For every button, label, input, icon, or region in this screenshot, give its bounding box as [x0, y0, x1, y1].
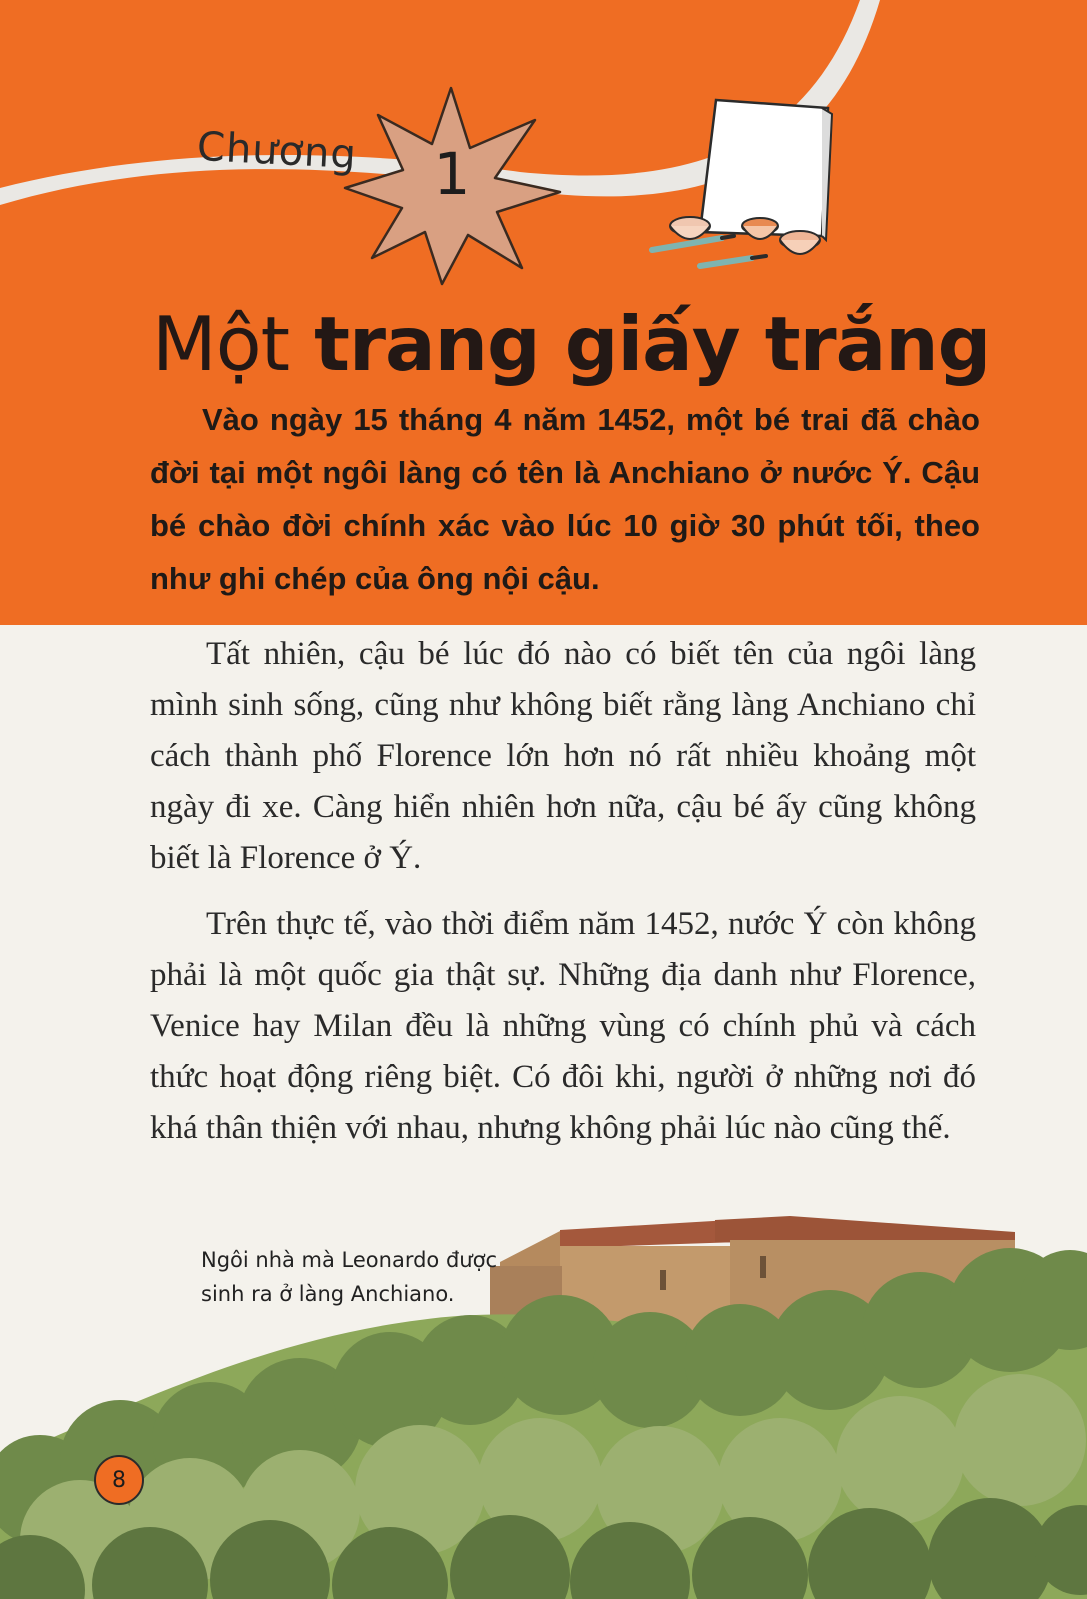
chapter-header — [0, 0, 1087, 625]
body-paragraph-2: Trên thực tế, vào thời điểm năm 1452, nước Ý còn không phải là một quốc gia thật sự. Những địa danh như Florence, Venice hay Milan đều là những vùng có chính phủ và cách thức hoạt động riêng biệt. Có đôi khi, người ở những nơi đó khá thân thiện với nhau, nhưng không phải lúc nào cũng thế. — [150, 906, 976, 1146]
paintbrush-icon — [652, 236, 766, 266]
chapter-number: 1 — [433, 140, 471, 208]
anchiano-house-photo — [0, 1190, 1087, 1599]
photo-caption: Ngôi nhà mà Leonardo được sinh ra ở làng Anchiano. — [201, 1248, 497, 1306]
chapter-title-light: Một — [152, 300, 290, 388]
chapter-title — [152, 300, 990, 388]
chapter-label: Chương — [195, 123, 358, 179]
page-number: 8 — [94, 1455, 144, 1505]
chapter-title-bold: trang giấy trắng — [314, 300, 991, 388]
intro-paragraph: Vào ngày 15 tháng 4 năm 1452, một bé trai đã chào đời tại một ngôi làng có tên là Anchiano ở nước Ý. Cậu bé chào đời chính xác vào lúc 10 giờ 30 phút tối, theo như ghi chép của ông nội cậu. — [150, 402, 980, 596]
body-paragraph-1: Tất nhiên, cậu bé lúc đó nào có biết tên của ngôi làng mình sinh sống, cũng như không biết rằng làng Anchiano chỉ cách thành phố Florence lớn hơn nó rất nhiều khoảng một ngày đi xe. Càng hiển nhiên hơn nữa, cậu bé ấy cũng không biết là Florence ở Ý. — [150, 636, 976, 876]
